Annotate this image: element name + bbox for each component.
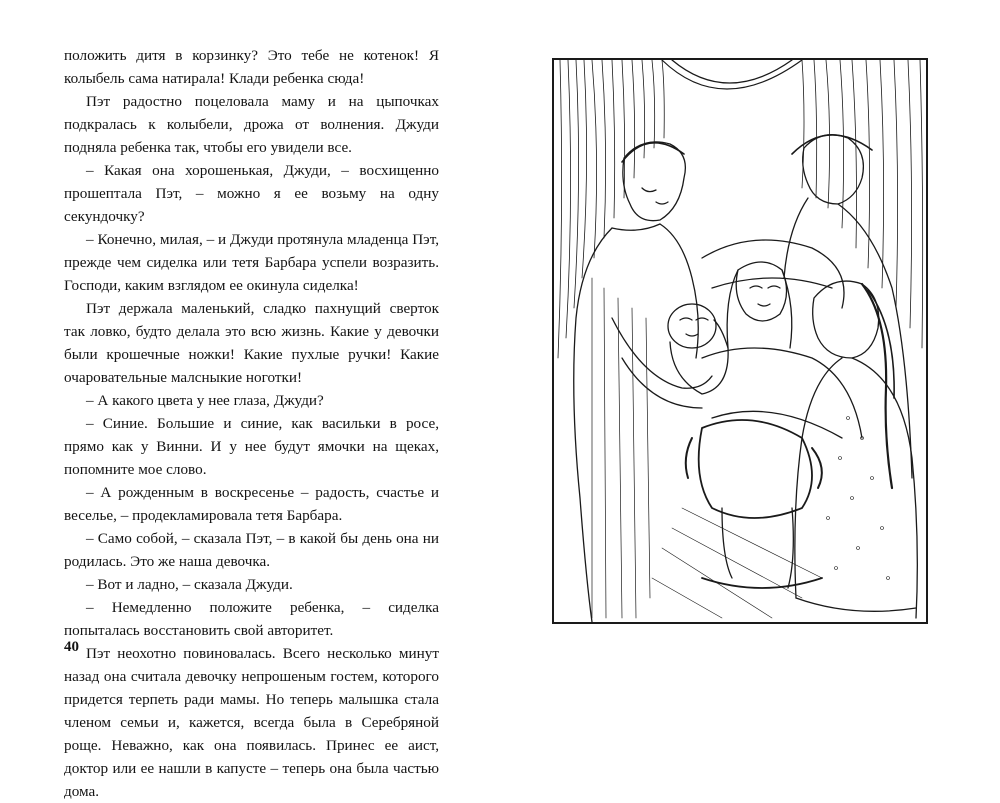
right-page (552, 58, 928, 624)
paragraph: – А рожденным в воскресенье – радость, счастье и веселье, – продекламировала тетя Барбара. (64, 484, 439, 524)
paragraph: – Какая она хорошенькая, Джуди, – восхищенно прошептала Пэт, – можно я ее возьму на одну секундочку? (64, 162, 439, 225)
left-page (64, 44, 439, 803)
body-text (64, 44, 439, 803)
paragraph: – Конечно, милая, – и Джуди протянула младенца Пэт, прежде чем сиделка или тетя Барбара успели возразить. Господи, каким взглядом ее окинула сиделка! (64, 231, 439, 294)
paragraph: Пэт держала маленький, сладко пахнущий сверток так ловко, будто делала это всю жизнь. Какие у девочки были крошечные ножки! Какие пухлые ручки! Какие очаровательные малсныкие ноготки! (64, 300, 439, 386)
paragraph: Пэт неохотно повиновалась. Всего несколько минут назад она считала девочку непрошеным гостем, которого придется терпеть ради мамы. Но теперь малышка стала членом семьи и, кажется, всегда была в Серебряной роще. Неважно, как она появилась. Принес ее аист, доктор или ее нашли в капусте – теперь она была частью дома. (64, 645, 439, 800)
paragraph: – Немедленно положите ребенка, – сиделка попыталась восстановить свой авторитет. (64, 599, 439, 639)
paragraph: – Синие. Большие и синие, как васильки в росе, прямо как у Винни. И у нее будут ямочки на щеках, попомните мое слово. (64, 415, 439, 478)
paragraph: положить дитя в корзинку? Это тебе не котенок! Я колыбель сама натирала! Клади ребенка сюда! (64, 47, 439, 87)
paragraph: Пэт радостно поцеловала маму и на цыпочках подкралась к колыбели, дрожа от волнения. Джуди подняла ребенка так, чтобы его увидели все. (64, 93, 439, 156)
paragraph: – Вот и ладно, – сказала Джуди. (86, 576, 293, 593)
illustration (552, 58, 928, 624)
paragraph: – Само собой, – сказала Пэт, – в какой бы день она ни родилась. Это же наша девочка. (64, 530, 439, 570)
page-number: 40 (64, 639, 79, 655)
paragraph: – А какого цвета у нее глаза, Джуди? (86, 392, 324, 409)
